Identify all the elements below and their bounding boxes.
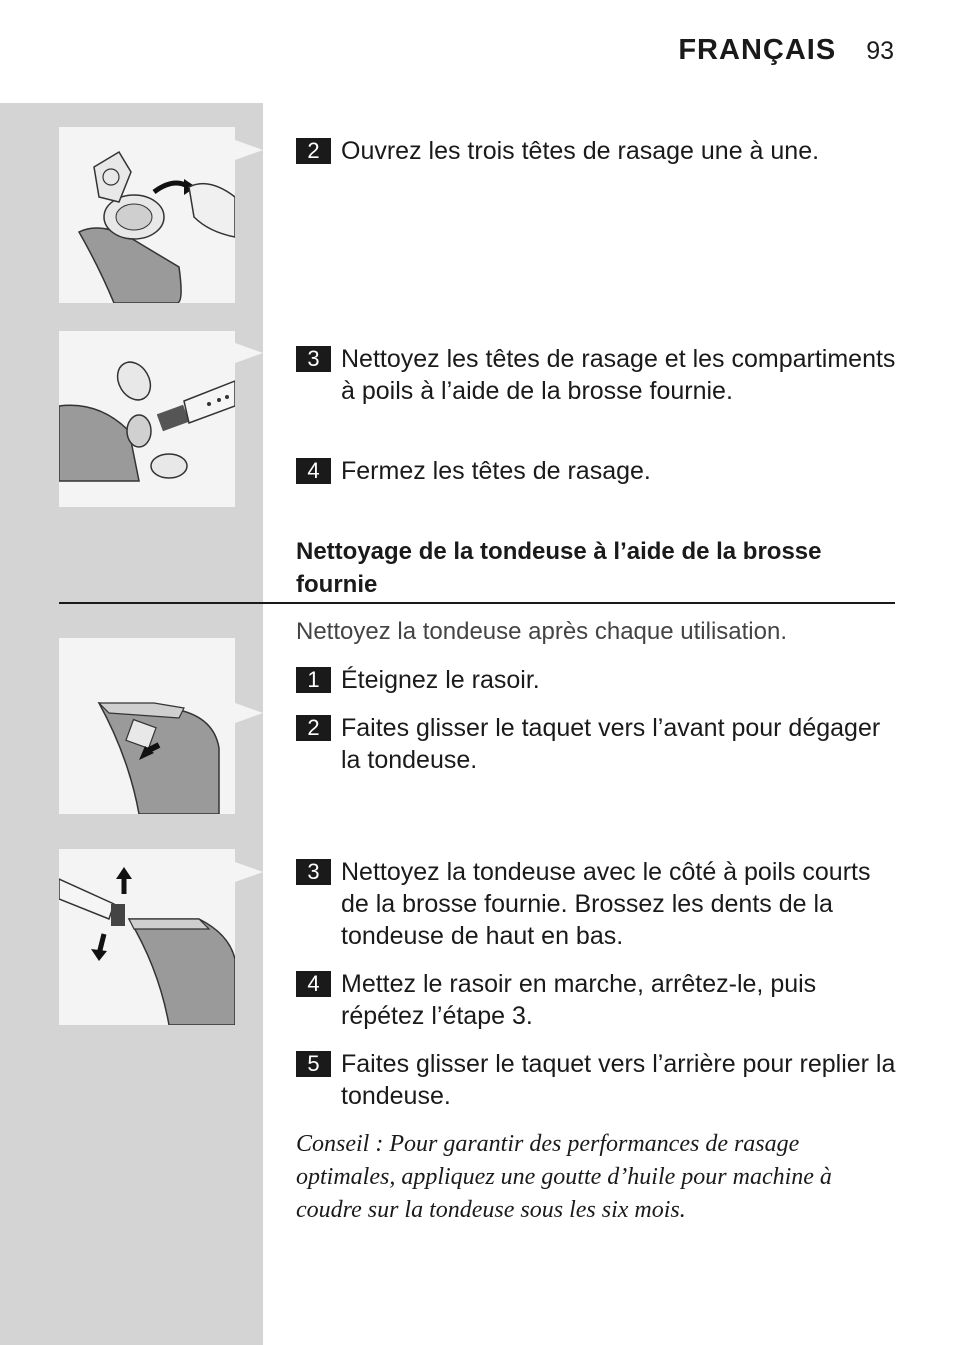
step-item (296, 135, 896, 167)
section-divider (59, 602, 895, 604)
trimmer-slide-illustration (59, 638, 235, 814)
step-number: 1 (296, 667, 331, 693)
step-number: 3 (296, 859, 331, 885)
illustration-pointer (235, 140, 263, 160)
step-item (296, 343, 896, 407)
illustration-pointer (235, 343, 263, 363)
illustration-pointer (235, 862, 263, 882)
language-label: FRANÇAIS (678, 34, 837, 66)
step-text: Nettoyez la tondeuse avec le côté à poils courts de la brosse fournie. Brossez les dents de la tondeuse de haut en bas. (341, 858, 871, 950)
step-item (296, 455, 896, 487)
step-item (296, 968, 896, 1032)
step-number: 2 (296, 715, 331, 741)
step-number: 5 (296, 1051, 331, 1077)
step-item (296, 664, 896, 696)
step-number: 4 (296, 458, 331, 484)
step-text: Faites glisser le taquet vers l’avant pour dégager la tondeuse. (341, 714, 881, 774)
step-item (296, 712, 896, 776)
step-item (296, 856, 896, 952)
page-header (678, 34, 894, 67)
step-text: Faites glisser le taquet vers l’arrière pour replier la tondeuse. (341, 1050, 896, 1110)
trimmer-brush-illustration (59, 849, 235, 1025)
step-text: Éteignez le rasoir. (341, 666, 540, 694)
section-intro: Nettoyez la tondeuse après chaque utilisation. (296, 618, 787, 645)
tip-note: Conseil : Pour garantir des performances de rasage optimales, appliquez une goutte d’huile pour machine à coudre sur la tondeuse sous les six mois. (296, 1131, 832, 1223)
step-text: Nettoyez les têtes de rasage et les compartiments à poils à l’aide de la brosse fournie. (341, 345, 896, 405)
page-number: 93 (866, 37, 894, 65)
step-item (296, 1048, 896, 1112)
shaver-open-head-illustration (59, 127, 235, 303)
section-heading: Nettoyage de la tondeuse à l’aide de la brosse fournie (296, 538, 822, 598)
step-text: Mettez le rasoir en marche, arrêtez-le, puis répétez l’étape 3. (341, 970, 817, 1030)
step-number: 3 (296, 346, 331, 372)
shaver-brush-cleaning-illustration (59, 331, 235, 507)
step-number: 2 (296, 138, 331, 164)
step-text: Ouvrez les trois têtes de rasage une à une. (341, 137, 820, 165)
step-number: 4 (296, 971, 331, 997)
illustration-pointer (235, 703, 263, 723)
step-text: Fermez les têtes de rasage. (341, 457, 651, 485)
